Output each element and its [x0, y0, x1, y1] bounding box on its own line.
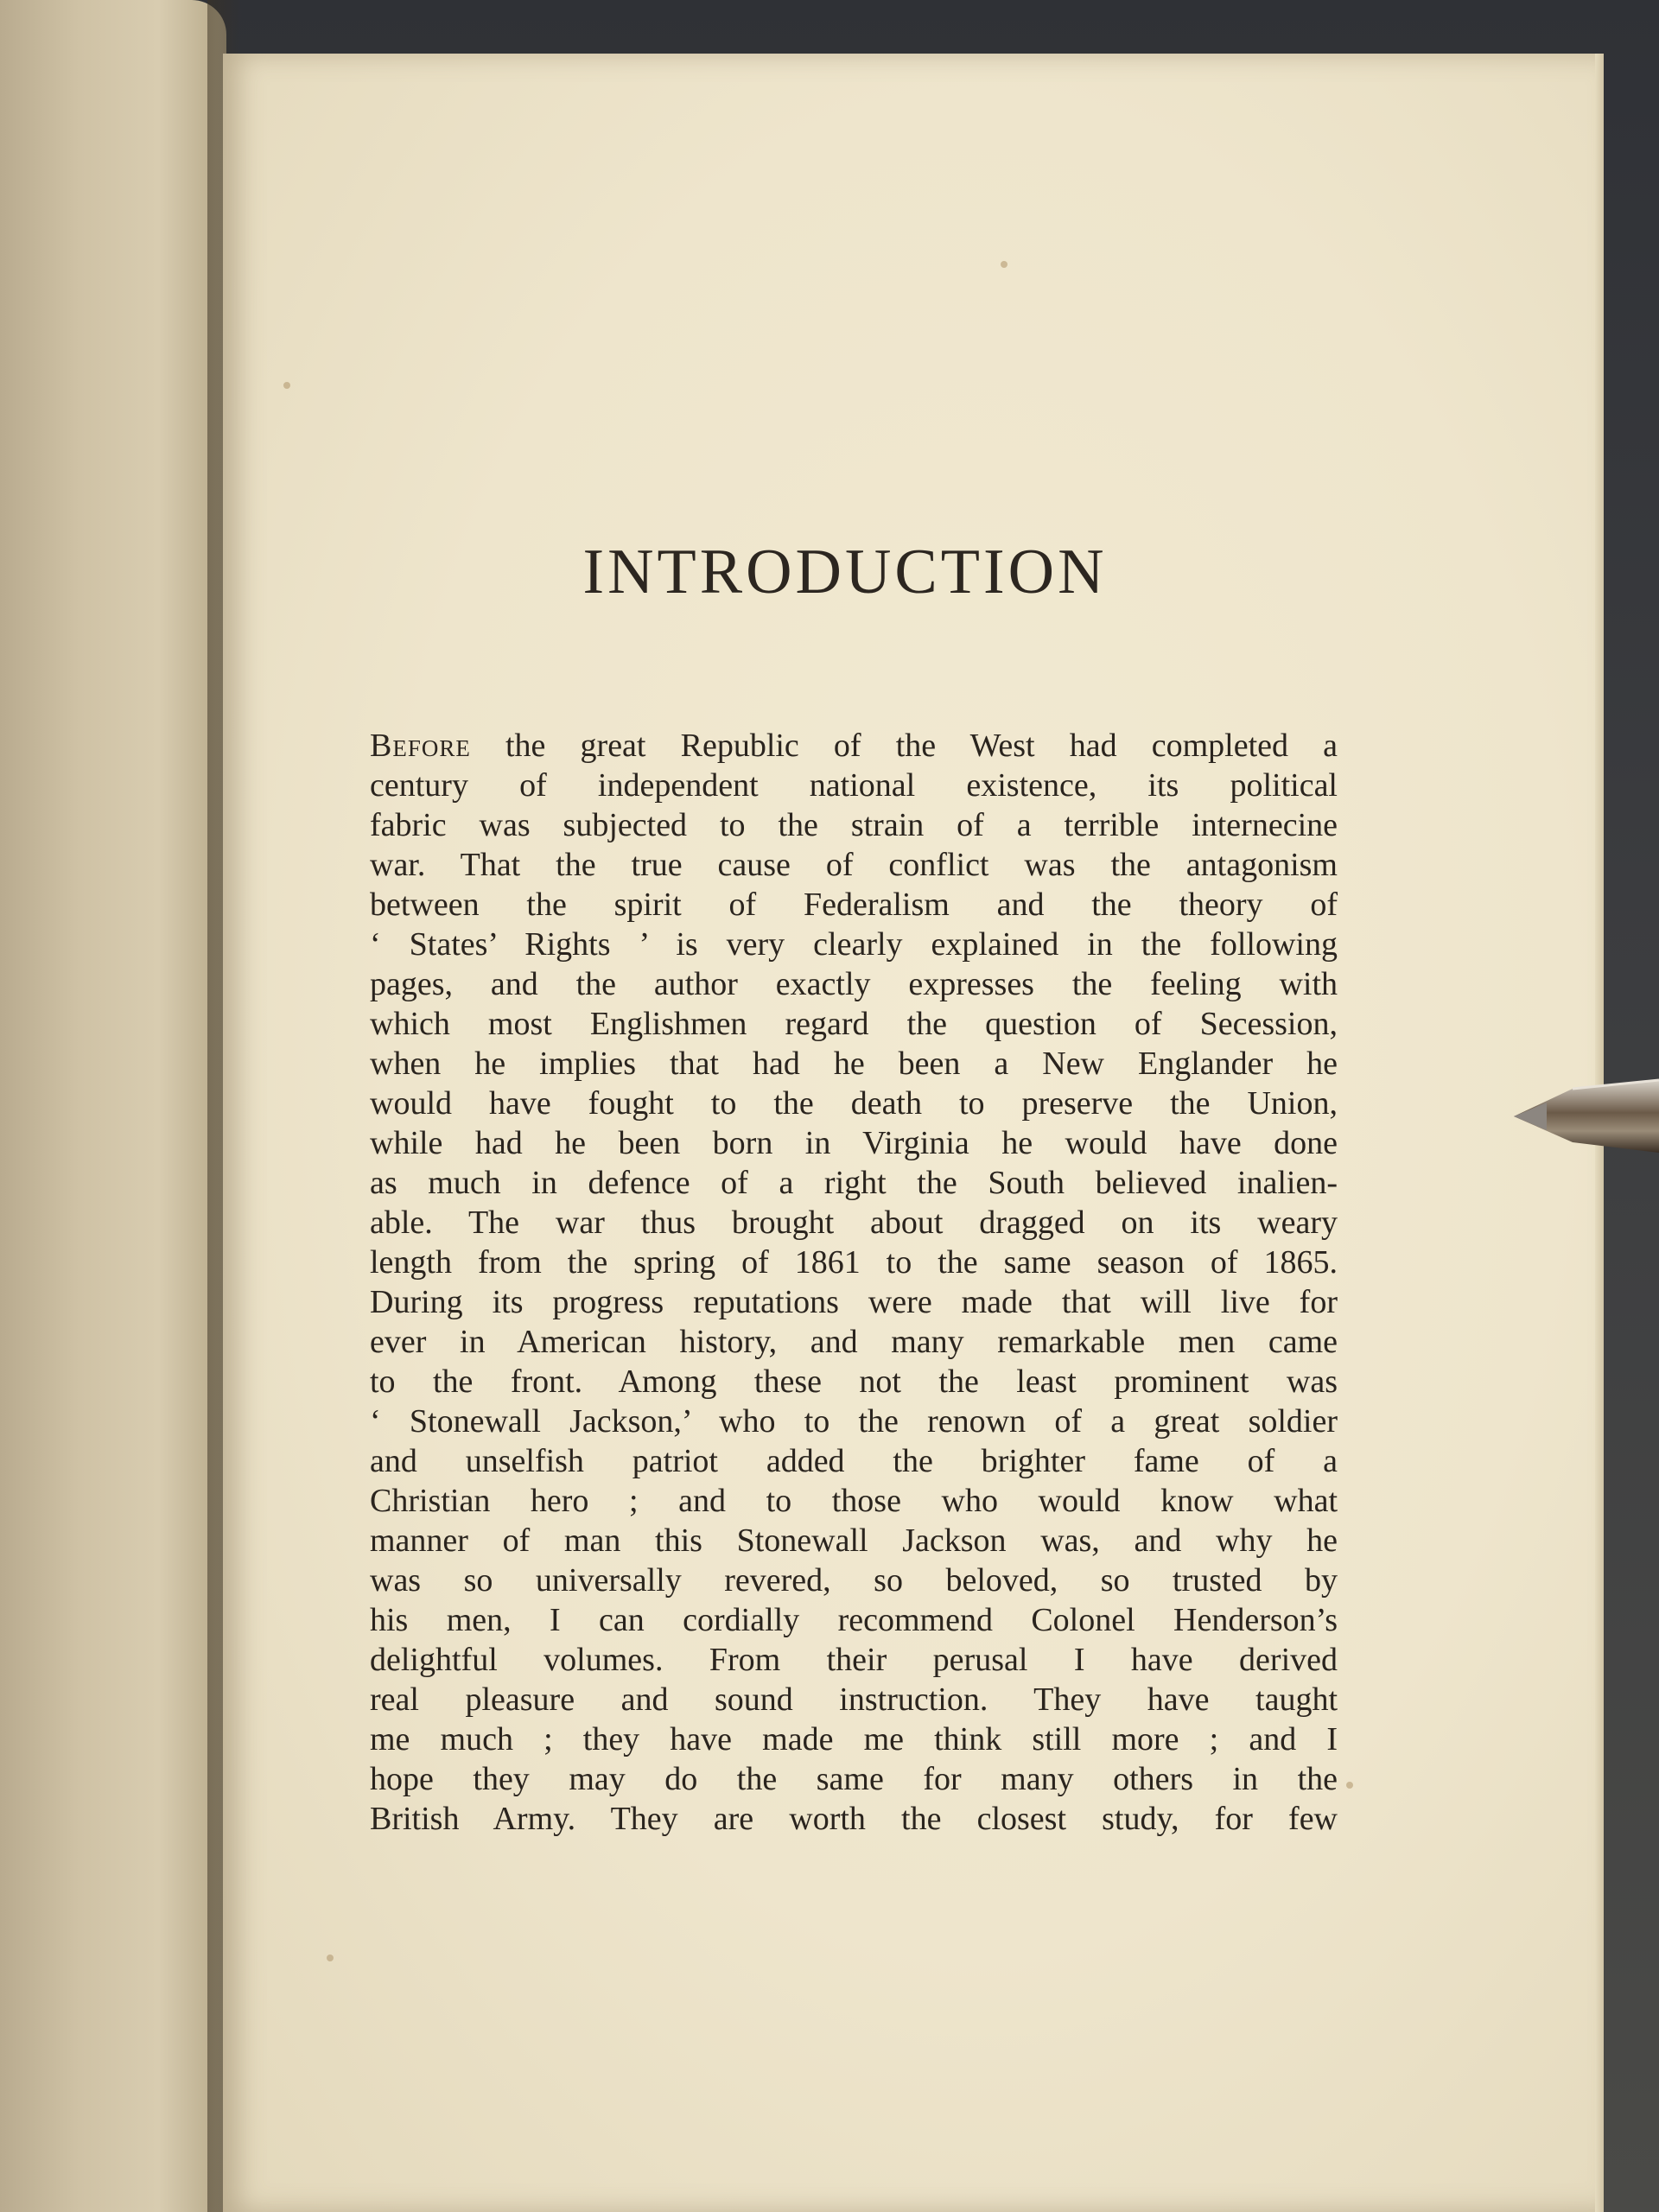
text-line: would have fought to the death to preserve the Union, [370, 1085, 1338, 1122]
text-line: while had he been born in Virginia he would have done [370, 1125, 1338, 1161]
foxing-spot [327, 1955, 334, 1961]
text-line: pages, and the author exactly expresses the feeling with [370, 966, 1338, 1002]
text-line: manner of man this Stonewall Jackson was, and why he [370, 1522, 1338, 1559]
text-line: Before the great Republic of the West had completed a [370, 728, 1338, 764]
foxing-spot [1346, 1782, 1353, 1789]
text-line: ‘ Stonewall Jackson,’ who to the renown of a great soldier [370, 1403, 1338, 1440]
text-line: During its progress reputations were made that will live for [370, 1284, 1338, 1320]
body-text [370, 726, 1338, 1839]
text-line: which most Englishmen regard the question of Secession, [370, 1006, 1338, 1042]
text-line: length from the spring of 1861 to the same season of 1865. [370, 1244, 1338, 1281]
text-line: fabric was subjected to the strain of a terrible internecine [370, 807, 1338, 843]
text-line: delightful volumes. From their perusal I have derived [370, 1642, 1338, 1678]
text-line: ever in American history, and many remarkable men came [370, 1324, 1338, 1360]
text-line: real pleasure and sound instruction. They have taught [370, 1681, 1338, 1718]
text-line: able. The war thus brought about dragged on its weary [370, 1205, 1338, 1241]
text-line: as much in defence of a right the South believed inalien- [370, 1165, 1338, 1201]
text-line: and unselfish patriot added the brighter fame of a [370, 1443, 1338, 1479]
text-line: Christian hero ; and to those who would know what [370, 1483, 1338, 1519]
opening-word: Before [370, 728, 471, 764]
page-title: INTRODUCTION [582, 537, 1108, 607]
foxing-spot [1001, 261, 1007, 268]
text-line: was so universally revered, so beloved, so trusted by [370, 1562, 1338, 1599]
text-line: when he implies that had he been a New Englander he [370, 1046, 1338, 1082]
text-line: ‘ States’ Rights ’ is very clearly explained in the following [370, 926, 1338, 963]
text-line: me much ; they have made me think still more ; and I [370, 1721, 1338, 1758]
text-line: to the front. Among these not the least prominent was [370, 1363, 1338, 1400]
left-facing-page [0, 0, 226, 2212]
pen-tip-icon [1512, 1068, 1659, 1163]
text-line: century of independent national existence, its political [370, 767, 1338, 804]
text-line: hope they may do the same for many others in the [370, 1761, 1338, 1797]
text-line: British Army. They are worth the closest study, for few [370, 1801, 1338, 1837]
text-line: his men, I can cordially recommend Colonel Henderson’s [370, 1602, 1338, 1638]
text-line: between the spirit of Federalism and the theory of [370, 887, 1338, 923]
foxing-spot [283, 382, 290, 389]
text-line: war. That the true cause of conflict was the antagonism [370, 847, 1338, 883]
